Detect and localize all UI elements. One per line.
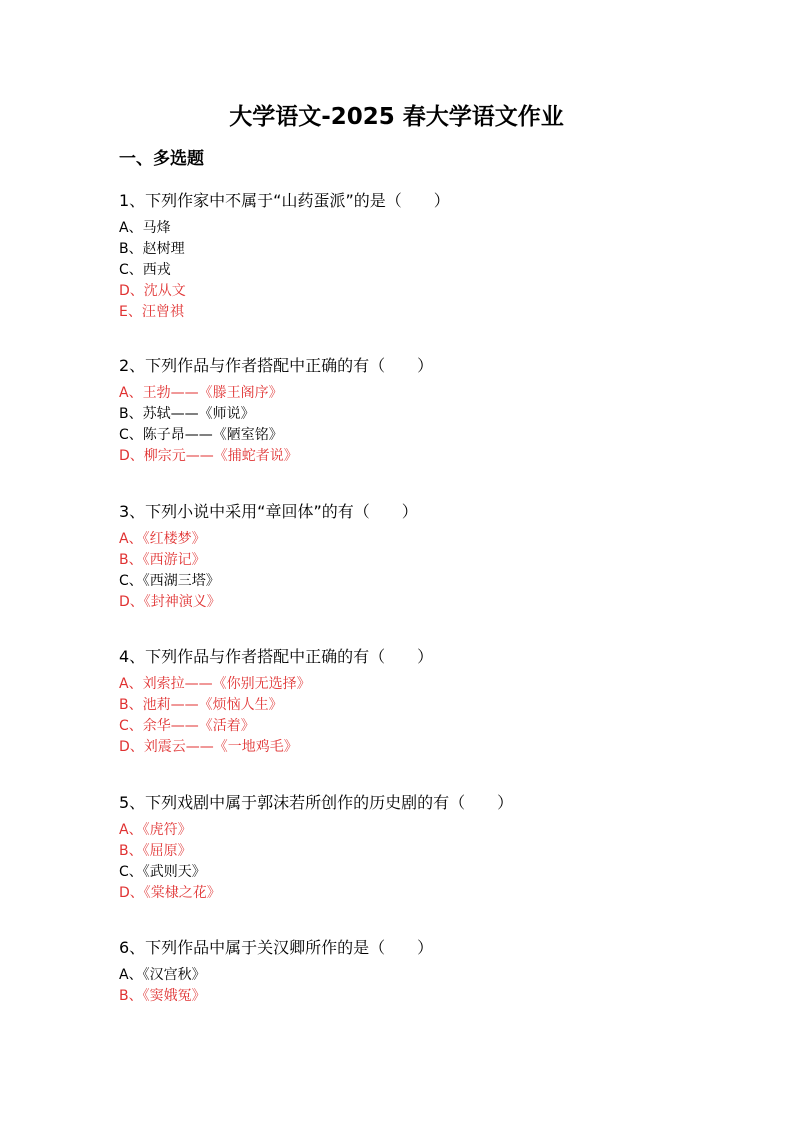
question-stem: 6、下列作品中属于关汉卿所作的是（ ）: [119, 938, 434, 957]
question-stem: 5、下列戏剧中属于郭沫若所创作的历史剧的有（ ）: [119, 793, 514, 812]
option-a: A、王勃——《滕王阁序》: [119, 385, 283, 401]
option-c: C、《武则天》: [119, 864, 206, 880]
question-stem: 1、下列作家中不属于“山药蛋派”的是（ ）: [119, 191, 450, 210]
option-d: D、《棠棣之花》: [119, 885, 221, 901]
section-heading: 一、多选题: [119, 149, 204, 169]
option-d: D、柳宗元——《捕蛇者说》: [119, 448, 298, 464]
option-a: A、《虎符》: [119, 822, 192, 838]
option-c: C、陈子昂——《陋室铭》: [119, 427, 283, 443]
option-a: A、《汉宫秋》: [119, 967, 206, 983]
option-a: A、刘索拉——《你别无选择》: [119, 676, 311, 692]
option-a: A、马烽: [119, 220, 171, 236]
option-d: D、《封神演义》: [119, 594, 221, 610]
option-c: C、余华——《活着》: [119, 718, 255, 734]
question-stem: 2、下列作品与作者搭配中正确的有（ ）: [119, 356, 434, 375]
option-c: C、《西湖三塔》: [119, 573, 220, 589]
option-a: A、《红楼梦》: [119, 531, 206, 547]
question-stem: 3、下列小说中采用“章回体”的有（ ）: [119, 502, 418, 521]
option-c: C、西戎: [119, 262, 171, 278]
option-b: B、《屈原》: [119, 843, 192, 859]
question-2: [119, 355, 759, 467]
question-3: [119, 501, 759, 613]
option-b: B、《西游记》: [119, 552, 206, 568]
question-6: [119, 937, 759, 1007]
option-e: E、汪曾祺: [119, 304, 184, 320]
question-1: [119, 190, 759, 323]
option-b: B、赵树理: [119, 241, 185, 257]
question-stem: 4、下列作品与作者搭配中正确的有（ ）: [119, 647, 434, 666]
question-5: [119, 792, 759, 904]
option-d: D、沈从文: [119, 283, 186, 299]
question-4: [119, 646, 759, 758]
page-title: 大学语文-2025 春大学语文作业: [229, 104, 564, 130]
option-b: B、《窦娥冤》: [119, 988, 206, 1004]
option-b: B、池莉——《烦恼人生》: [119, 697, 283, 713]
option-b: B、苏轼——《师说》: [119, 406, 255, 422]
option-d: D、刘震云——《一地鸡毛》: [119, 739, 298, 755]
